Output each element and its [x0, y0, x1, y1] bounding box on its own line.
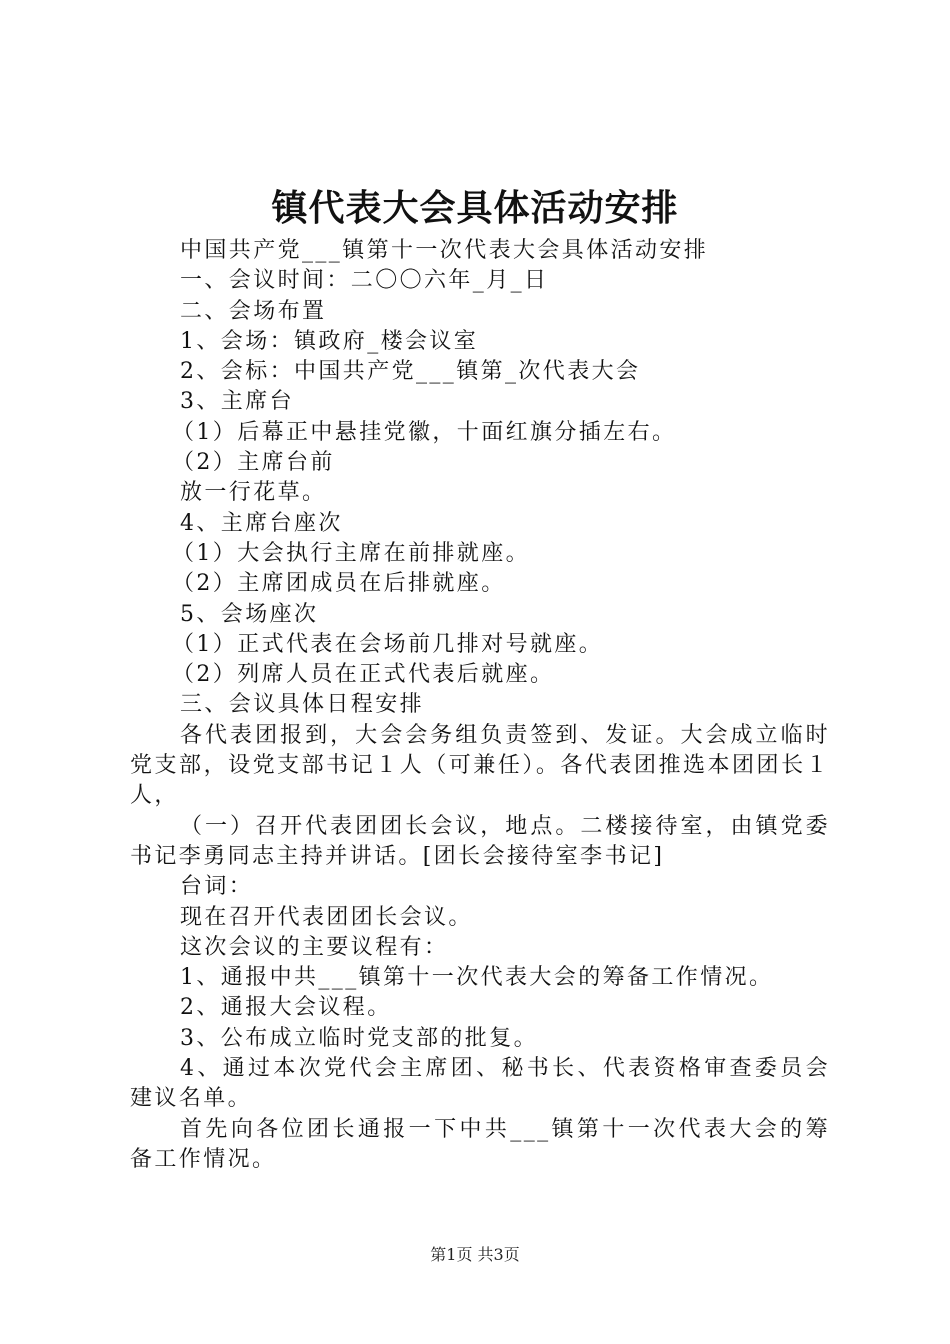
agenda-intro-line: 这次会议的主要议程有： [180, 934, 449, 960]
subtitle-line: 中国共产党___镇第十一次代表大会具体活动安排 [180, 238, 709, 263]
agenda-item-1: 1、通报中共___镇第十一次代表大会的筹备工作情况。 [180, 965, 774, 991]
rostrum-item-2: （2）主席台前 [172, 450, 335, 476]
rostrum-heading: 3、主席台 [180, 389, 294, 415]
rostrum-seating-item-1: （1）大会执行主席在前排就座。 [172, 540, 530, 566]
hall-seating-item-1: （1）正式代表在会场前几排对号就座。 [172, 631, 604, 657]
hall-seating-heading: 5、会场座次 [180, 601, 319, 627]
document-title: 镇代表大会具体活动安排 [271, 187, 679, 229]
banner-line: 2、会标：中国共产党___镇第_次代表大会 [180, 359, 641, 385]
document-body [130, 236, 830, 1175]
page-footer: 第1页 共3页 [430, 1245, 520, 1264]
rostrum-item-1: （1）后幕正中悬挂党徽，十面红旗分插左右。 [172, 419, 677, 445]
section-heading-venue: 二、会场布置 [180, 298, 327, 324]
script-opening-line: 现在召开代表团团长会议。 [180, 904, 473, 930]
venue-line: 1、会场：镇政府_楼会议室 [180, 328, 479, 354]
meeting-time-line: 一、会议时间：二〇〇六年_月_日 [180, 268, 549, 294]
script-label: 台词： [180, 874, 254, 900]
section-heading-schedule: 三、会议具体日程安排 [180, 692, 425, 718]
rostrum-item-2-continued: 放一行花草。 [180, 480, 327, 506]
leaders-meeting-paragraph: （一）召开代表团团长会议，地点。二楼接待室，由镇党委书记李勇同志主持并讲话。[团长会接待室李书记] [130, 813, 830, 869]
report-paragraph: 首先向各位团长通报一下中共___镇第十一次代表大会的筹备工作情况。 [130, 1116, 830, 1172]
agenda-item-2: 2、通报大会议程。 [180, 995, 392, 1021]
hall-seating-item-2: （2）列席人员在正式代表后就座。 [172, 662, 555, 688]
rostrum-seating-item-2: （2）主席团成员在后排就座。 [172, 571, 506, 597]
agenda-item-3: 3、公布成立临时党支部的批复。 [180, 1025, 538, 1051]
registration-paragraph: 各代表团报到，大会会务组负责签到、发证。大会成立临时党支部，设党支部书记１人（可兼任）。各代表团推选本团团长１人， [130, 722, 830, 809]
agenda-item-4-paragraph: 4、通过本次党代会主席团、秘书长、代表资格审查委员会建议名单。 [130, 1056, 830, 1112]
rostrum-seating-heading: 4、主席台座次 [180, 510, 343, 536]
